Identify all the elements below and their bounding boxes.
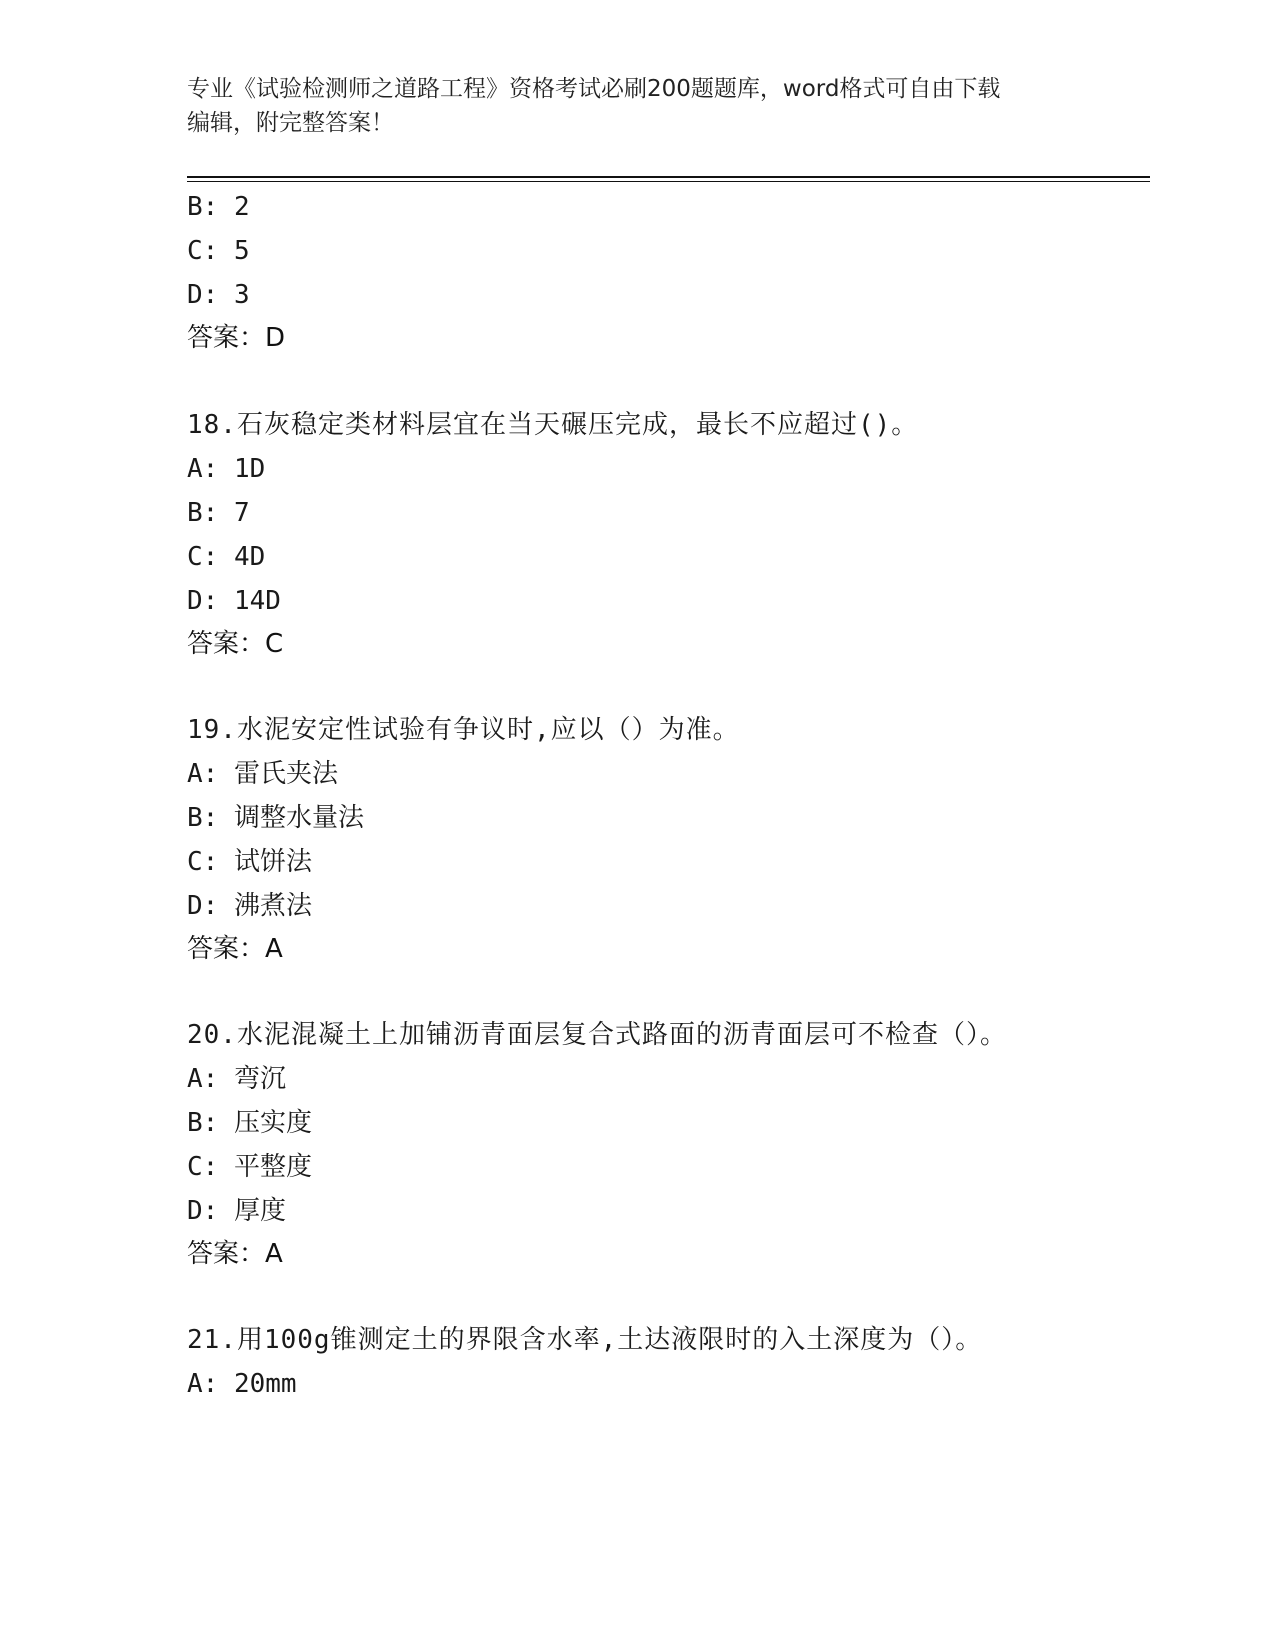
q20-stem: 20.水泥混凝土上加铺沥青面层复合式路面的沥青面层可不检查（）。 [187,1020,1007,1050]
q20-option-c: C: 平整度 [187,1152,312,1182]
q20-option-d: D: 厚度 [187,1196,286,1226]
q19-answer: 答案：A [187,934,283,964]
q20-answer: 答案：A [187,1239,283,1269]
q20-option-a: A: 弯沉 [187,1064,286,1094]
header-title-line-1: 专业《试验检测师之道路工程》资格考试必刷200题题库，word格式可自由下载 [187,76,1001,102]
q19-option-d: D: 沸煮法 [187,891,312,921]
q21-stem: 21.用100g锥测定土的界限含水率,土达液限时的入土深度为（）。 [187,1325,983,1355]
document-header [187,72,1087,140]
q17-option-d: D: 3 [187,280,250,310]
q21-option-a: A: 20mm [187,1369,297,1399]
q17-option-b: B: 2 [187,192,250,222]
q19-option-c: C: 试饼法 [187,847,312,877]
header-divider-thick [187,176,1150,178]
q18-option-b: B: 7 [187,498,250,528]
q18-answer: 答案：C [187,629,284,659]
q18-stem: 18.石灰稳定类材料层宜在当天碾压完成，最长不应超过()。 [187,410,919,440]
q19-stem: 19.水泥安定性试验有争议时,应以（）为准。 [187,715,740,745]
header-divider-thin [187,181,1150,182]
q17-option-c: C: 5 [187,236,250,266]
q17-answer: 答案：D [187,323,286,353]
q18-option-a: A: 1D [187,454,266,484]
q18-option-c: C: 4D [187,542,266,572]
q19-option-b: B: 调整水量法 [187,803,364,833]
q18-option-d: D: 14D [187,586,281,616]
q19-option-a: A: 雷氏夹法 [187,759,338,789]
header-title-line-2: 编辑，附完整答案！ [187,110,394,136]
q20-option-b: B: 压实度 [187,1108,312,1138]
